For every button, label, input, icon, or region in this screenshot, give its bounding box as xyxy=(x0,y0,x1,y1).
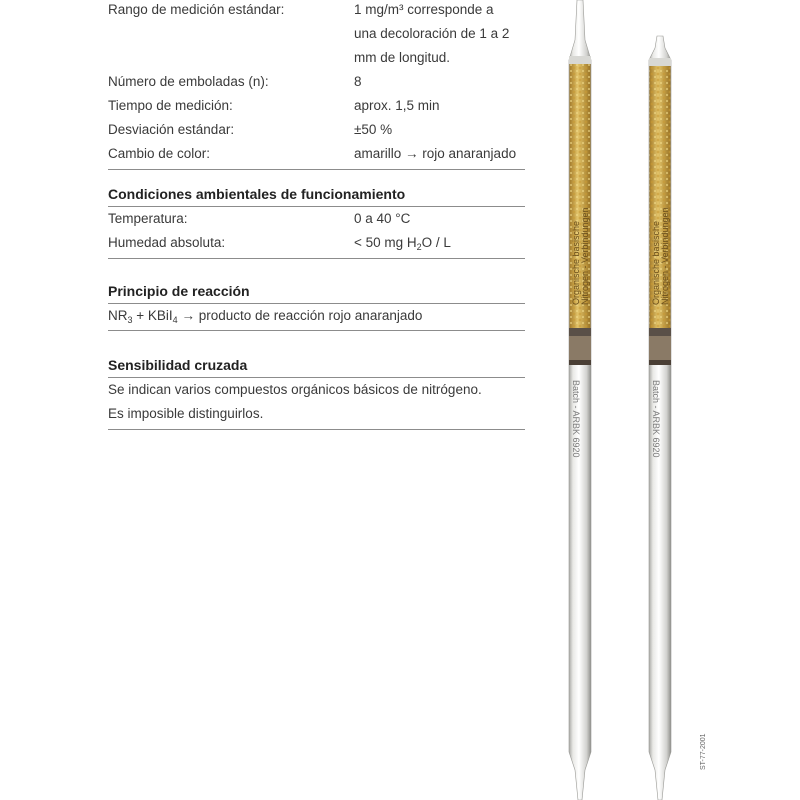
conditions-humidity-row xyxy=(108,231,525,259)
humidity-value: < 50 mg $H_2O$ / L xyxy=(354,235,451,252)
spec-label: Tiempo de medición: xyxy=(108,98,233,113)
tube-batch: Batch - ARBK 6920 xyxy=(571,380,581,458)
spec-value: mm de longitud. xyxy=(354,50,451,65)
cross-sensitivity-title: Sensibilidad cruzada xyxy=(108,355,525,378)
tube-label: Nitrogen - Verbindungen xyxy=(660,207,670,305)
cross-line: Se indican varios compuestos orgánicos básicos de nitrógeno. xyxy=(108,382,482,397)
spec-value: aprox. 1,5 min xyxy=(354,98,440,113)
tube-batch: Batch - ARBK 6920 xyxy=(651,380,661,458)
tube-right xyxy=(649,36,671,800)
cross-line: Es imposible distinguirlos. xyxy=(108,406,264,421)
spec-value: 8 xyxy=(354,74,362,89)
principle-title: Principio de reacción xyxy=(108,281,525,304)
spec-value: 1 mg/m³ corresponde a xyxy=(354,2,494,17)
tube-label: Organische basische xyxy=(651,220,661,305)
spec-sheet xyxy=(108,0,525,430)
temperature-label: Temperatura: xyxy=(108,211,188,226)
spec-label: Cambio de color: xyxy=(108,146,211,161)
detector-tubes-photo xyxy=(530,0,720,800)
conditions-title: Condiciones ambientales de funcionamiento xyxy=(108,184,525,207)
temperature-value: 0 a 40 °C xyxy=(354,211,411,226)
tube-label: Organische basische xyxy=(571,220,581,305)
cross-sensitivity-text xyxy=(108,378,525,430)
spec-row-time xyxy=(108,94,525,118)
spec-value: una decoloración de 1 a 2 xyxy=(354,26,510,41)
document-code: ST-77-2001 xyxy=(700,733,707,770)
spec-row-color xyxy=(108,142,525,170)
arrow-icon: → xyxy=(177,308,199,323)
spec-row-deviation xyxy=(108,118,525,142)
humidity-label: Humedad absoluta: xyxy=(108,235,226,250)
spec-label: Desviación estándar: xyxy=(108,122,235,137)
spec-value: ±50 % xyxy=(354,122,393,137)
spec-label: Rango de medición estándar: xyxy=(108,2,285,17)
principle-formula: $NR_3$ + KBiI$_4$ → producto de reacción rojo anaranjado xyxy=(108,304,525,331)
spec-row-range xyxy=(108,0,525,70)
spec-label: Número de emboladas (n): xyxy=(108,74,269,89)
conditions-temperature-row xyxy=(108,207,525,231)
spec-value: amarillo → rojo anaranjado xyxy=(354,146,517,161)
tube-left xyxy=(569,0,591,800)
tube-label: Nitrogen - Verbindungen xyxy=(580,207,590,305)
spec-row-strokes xyxy=(108,70,525,94)
